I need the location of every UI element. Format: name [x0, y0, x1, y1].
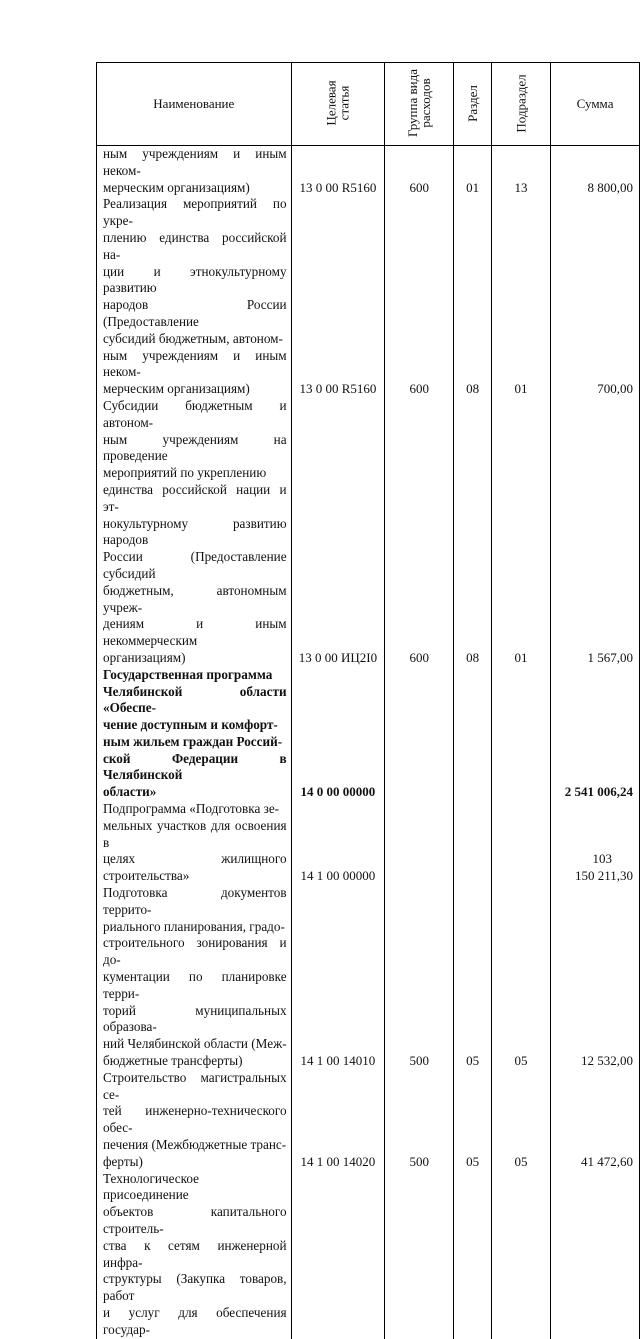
cell-subsection — [491, 667, 550, 801]
page-number: 103 — [592, 851, 612, 866]
cell-sum: 2 541 006,24 — [551, 667, 640, 801]
cell-name: Реализация мероприятий по укре- плению единства российской на- ции и этнокультурному развитию народов России (Предоставление субсидий бюджетным, автоном- ным учреждениям и иным неком- мерческим организациям) — [97, 196, 292, 398]
cell-subsection: 05 — [491, 885, 550, 1070]
table-row — [97, 667, 640, 801]
cell-name: Субсидии бюджетным и автоном- ным учреждениям на проведение мероприятий по укреплению единства российской нации и эт- нокультурному развитию народов России (Предоставление субсидий бюджетным, автономным учреж- дениям и иным некоммерческим организациям) — [97, 398, 292, 667]
cell-group: 600 — [385, 398, 454, 667]
table-row — [97, 196, 640, 398]
cell-target: 14 0 00 00000 — [291, 667, 385, 801]
table-row — [97, 801, 640, 885]
table-row — [97, 146, 640, 197]
cell-name: Подготовка документов террито- риального планирования, градо- строительного зонирования и до- кументации по планировке терри- торий муниципальных образова- ний Челябинской области (Меж- бюджетные трансферты) — [97, 885, 292, 1070]
table-row — [97, 885, 640, 1070]
cell-target: 13 0 00 R5160 — [291, 146, 385, 197]
cell-group — [385, 1171, 454, 1339]
cell-subsection: 13 — [491, 146, 550, 197]
cell-group — [385, 801, 454, 885]
cell-section: 05 — [454, 1070, 492, 1171]
cell-sum: 150 211,30 — [551, 801, 640, 885]
cell-sum: 700,00 — [551, 196, 640, 398]
header-section: Раздел — [454, 63, 492, 146]
cell-sum: 12 532,00 — [551, 885, 640, 1070]
header-sum: Сумма — [551, 63, 640, 146]
cell-sum — [551, 1171, 640, 1339]
cell-section — [454, 1171, 492, 1339]
cell-section: 05 — [454, 885, 492, 1070]
cell-target: 14 1 00 00000 — [291, 801, 385, 885]
cell-group: 500 — [385, 885, 454, 1070]
cell-section — [454, 801, 492, 885]
cell-sum: 41 472,60 — [551, 1070, 640, 1171]
table-row — [97, 1171, 640, 1339]
header-subsection: Подраздел — [491, 63, 550, 146]
cell-subsection: 01 — [491, 196, 550, 398]
cell-name: Строительство магистральных се- тей инженерно-технического обес- печения (Межбюджетные транс- ферты) — [97, 1070, 292, 1171]
cell-subsection — [491, 801, 550, 885]
cell-group — [385, 667, 454, 801]
budget-table — [96, 62, 640, 1339]
cell-section: 01 — [454, 146, 492, 197]
cell-subsection: 01 — [491, 398, 550, 667]
cell-subsection — [491, 1171, 550, 1339]
cell-target — [291, 1171, 385, 1339]
cell-name: ным учреждениям и иным неком- мерческим организациям) — [97, 146, 292, 197]
cell-section: 08 — [454, 398, 492, 667]
header-expense-group: Группа вида расходов — [385, 63, 454, 146]
cell-group: 600 — [385, 146, 454, 197]
cell-subsection: 05 — [491, 1070, 550, 1171]
cell-sum: 1 567,00 — [551, 398, 640, 667]
cell-name: Подпрограмма «Подготовка зе- мельных участков для освоения в целях жилищного строительства» — [97, 801, 292, 885]
cell-sum: 8 800,00 — [551, 146, 640, 197]
cell-target: 14 1 00 14010 — [291, 885, 385, 1070]
header-name: Наименование — [97, 63, 292, 146]
cell-group: 600 — [385, 196, 454, 398]
table-row — [97, 398, 640, 667]
table-header-row — [97, 63, 640, 146]
cell-target: 13 0 00 R5160 — [291, 196, 385, 398]
cell-section: 08 — [454, 196, 492, 398]
cell-name: Технологическое присоединение объектов капитального строитель- ства к сетям инженерной инфра- структуры (Закупка товаров, работ и услуг для обеспечения государ- — [97, 1171, 292, 1339]
cell-target: 14 1 00 14020 — [291, 1070, 385, 1171]
cell-target: 13 0 00 ИЦ2I0 — [291, 398, 385, 667]
header-target-article: Целевая статья — [291, 63, 385, 146]
table-row — [97, 1070, 640, 1171]
cell-section — [454, 667, 492, 801]
cell-group: 500 — [385, 1070, 454, 1171]
cell-name: Государственная программа Челябинской области «Обеспе- чение доступным и комфорт- ным жильем граждан Россий- ской Федерации в Челябинской области» — [97, 667, 292, 801]
